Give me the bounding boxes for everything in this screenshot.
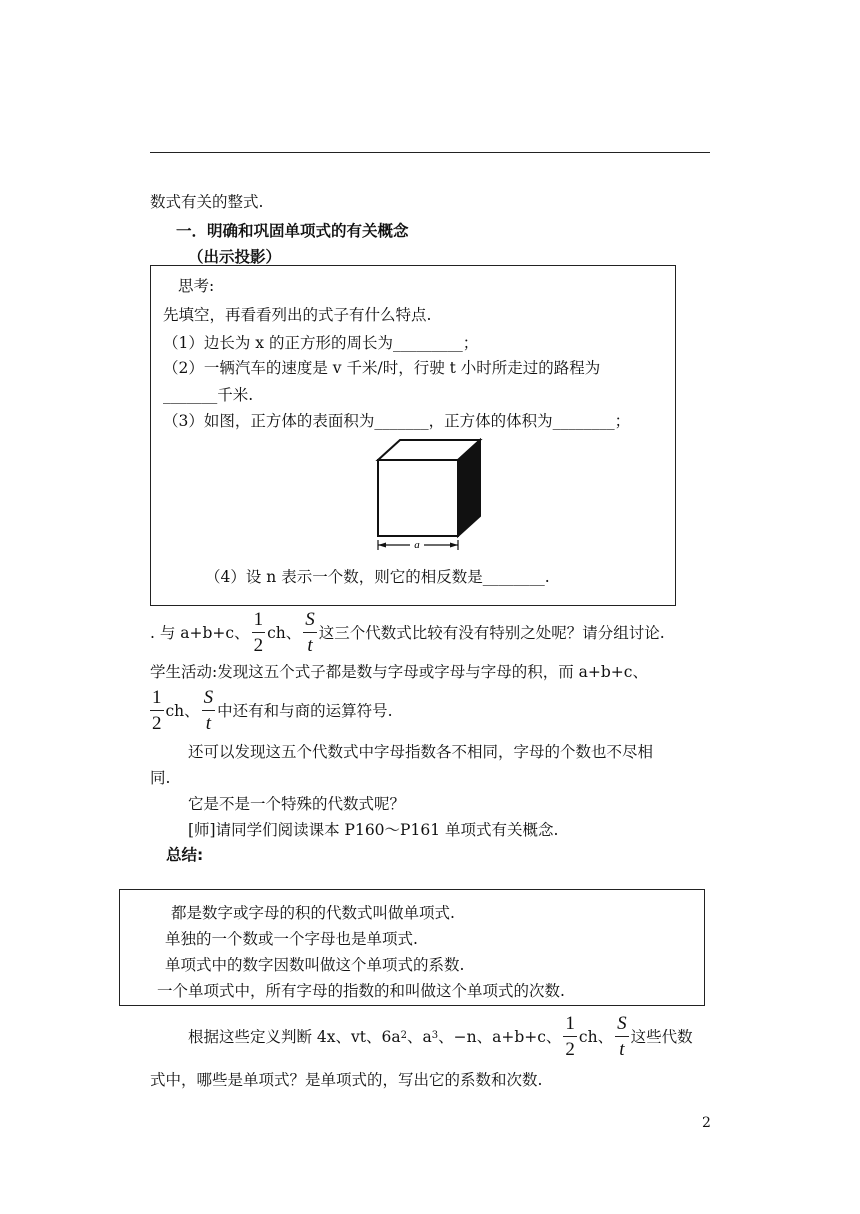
frac-num: 1 [150, 688, 164, 711]
fraction-one-half [563, 1014, 577, 1059]
think-prompt: 先填空，再看看列出的式子有什么特点. [163, 306, 432, 324]
fraction-s-over-t [202, 688, 216, 733]
frac-num: S [202, 688, 216, 711]
intro-tail: 数式有关的整式. [150, 193, 264, 211]
page-number: 2 [702, 1115, 711, 1131]
question-line: 它是不是一个特殊的代数式呢？ [188, 795, 406, 813]
question-2-line-2: _______千米. [163, 386, 254, 404]
activity-ch: ch、 [165, 702, 200, 720]
frac-den: 2 [253, 634, 264, 656]
cube-edge-label: a [414, 539, 420, 551]
fraction-s-over-t [303, 610, 317, 655]
question-3: （3）如图，正方体的表面积为_______，正方体的体积为________； [163, 412, 631, 430]
compare-prefix: . 与 a+b+c、 [150, 624, 250, 642]
judge-line-1: 根据这些定义判断 4x、vt、6a 2 、a 3 、−n、a+b+c、 $\frac{1}{2}$ ch、 $\frac{S}{t}$ 这些代数 [188, 1012, 693, 1060]
definition-3: 单项式中的数字因数叫做这个单项式的系数. [165, 956, 465, 974]
teacher-line: [师]请同学们阅读课本 P160～P161 单项式有关概念. [188, 821, 559, 839]
activity-line-2 [150, 685, 393, 735]
paragraph-2-line-1: 还可以发现这五个代数式中字母指数各不相同，字母的个数也不尽相 [188, 743, 654, 761]
judge-ch: ch、 [578, 1028, 614, 1046]
frac-num: 1 [563, 1014, 577, 1037]
question-4: （4）设 n 表示一个数，则它的相反数是________. [205, 568, 550, 586]
judge-rest: 、−n、a+b+c、 [438, 1028, 562, 1046]
fraction-one-half [150, 688, 164, 733]
frac-num: S [303, 610, 317, 633]
frac-num: 1 [252, 610, 266, 633]
section-heading: 一．明确和巩固单项式的有关概念 [176, 222, 409, 240]
section-subheading: （出示投影） [188, 248, 282, 266]
compare-ch: ch、 [267, 624, 302, 642]
compare-suffix: 这三个代数式比较有没有特别之处呢？请分组讨论. [318, 624, 665, 642]
think-label: 思考: [178, 277, 215, 295]
question-1: （1）边长为 x 的正方形的周长为_________； [163, 334, 479, 352]
fraction-one-half [252, 610, 266, 655]
frac-den: t [307, 634, 313, 656]
header-rule [150, 152, 710, 153]
frac-den: 2 [152, 712, 162, 734]
judge-line-2: 式中，哪些是单项式？是单项式的，写出它的系数和次数. [150, 1071, 543, 1089]
compare-line [150, 607, 665, 657]
judge-prefix: 根据这些定义判断 4x、vt、6a [188, 1028, 401, 1046]
question-2-line-1: （2）一辆汽车的速度是 v 千米/时，行驶 t 小时所走过的路程为 [163, 359, 601, 377]
definition-1: 都是数字或字母的积的代数式叫做单项式. [171, 904, 455, 922]
cube-figure [370, 438, 490, 553]
summary-label: 总结: [166, 846, 204, 864]
activity-line-1: 学生活动:发现这五个式子都是数与字母或字母与字母的积，而 a+b+c、 [150, 663, 648, 681]
fraction-s-over-t [615, 1014, 629, 1059]
frac-num: S [615, 1014, 629, 1037]
frac-den: t [619, 1038, 625, 1060]
judge-suffix: 这些代数 [630, 1028, 693, 1046]
paragraph-2-line-2: 同. [150, 769, 171, 787]
definition-4: 一个单项式中，所有字母的指数的和叫做这个单项式的次数. [157, 982, 565, 1000]
frac-den: 2 [565, 1038, 575, 1060]
definition-2: 单独的一个数或一个字母也是单项式. [165, 930, 418, 948]
judge-mid: 、a [407, 1028, 432, 1046]
activity-suffix: 中还有和与商的运算符号. [217, 702, 393, 720]
frac-den: t [205, 712, 212, 734]
